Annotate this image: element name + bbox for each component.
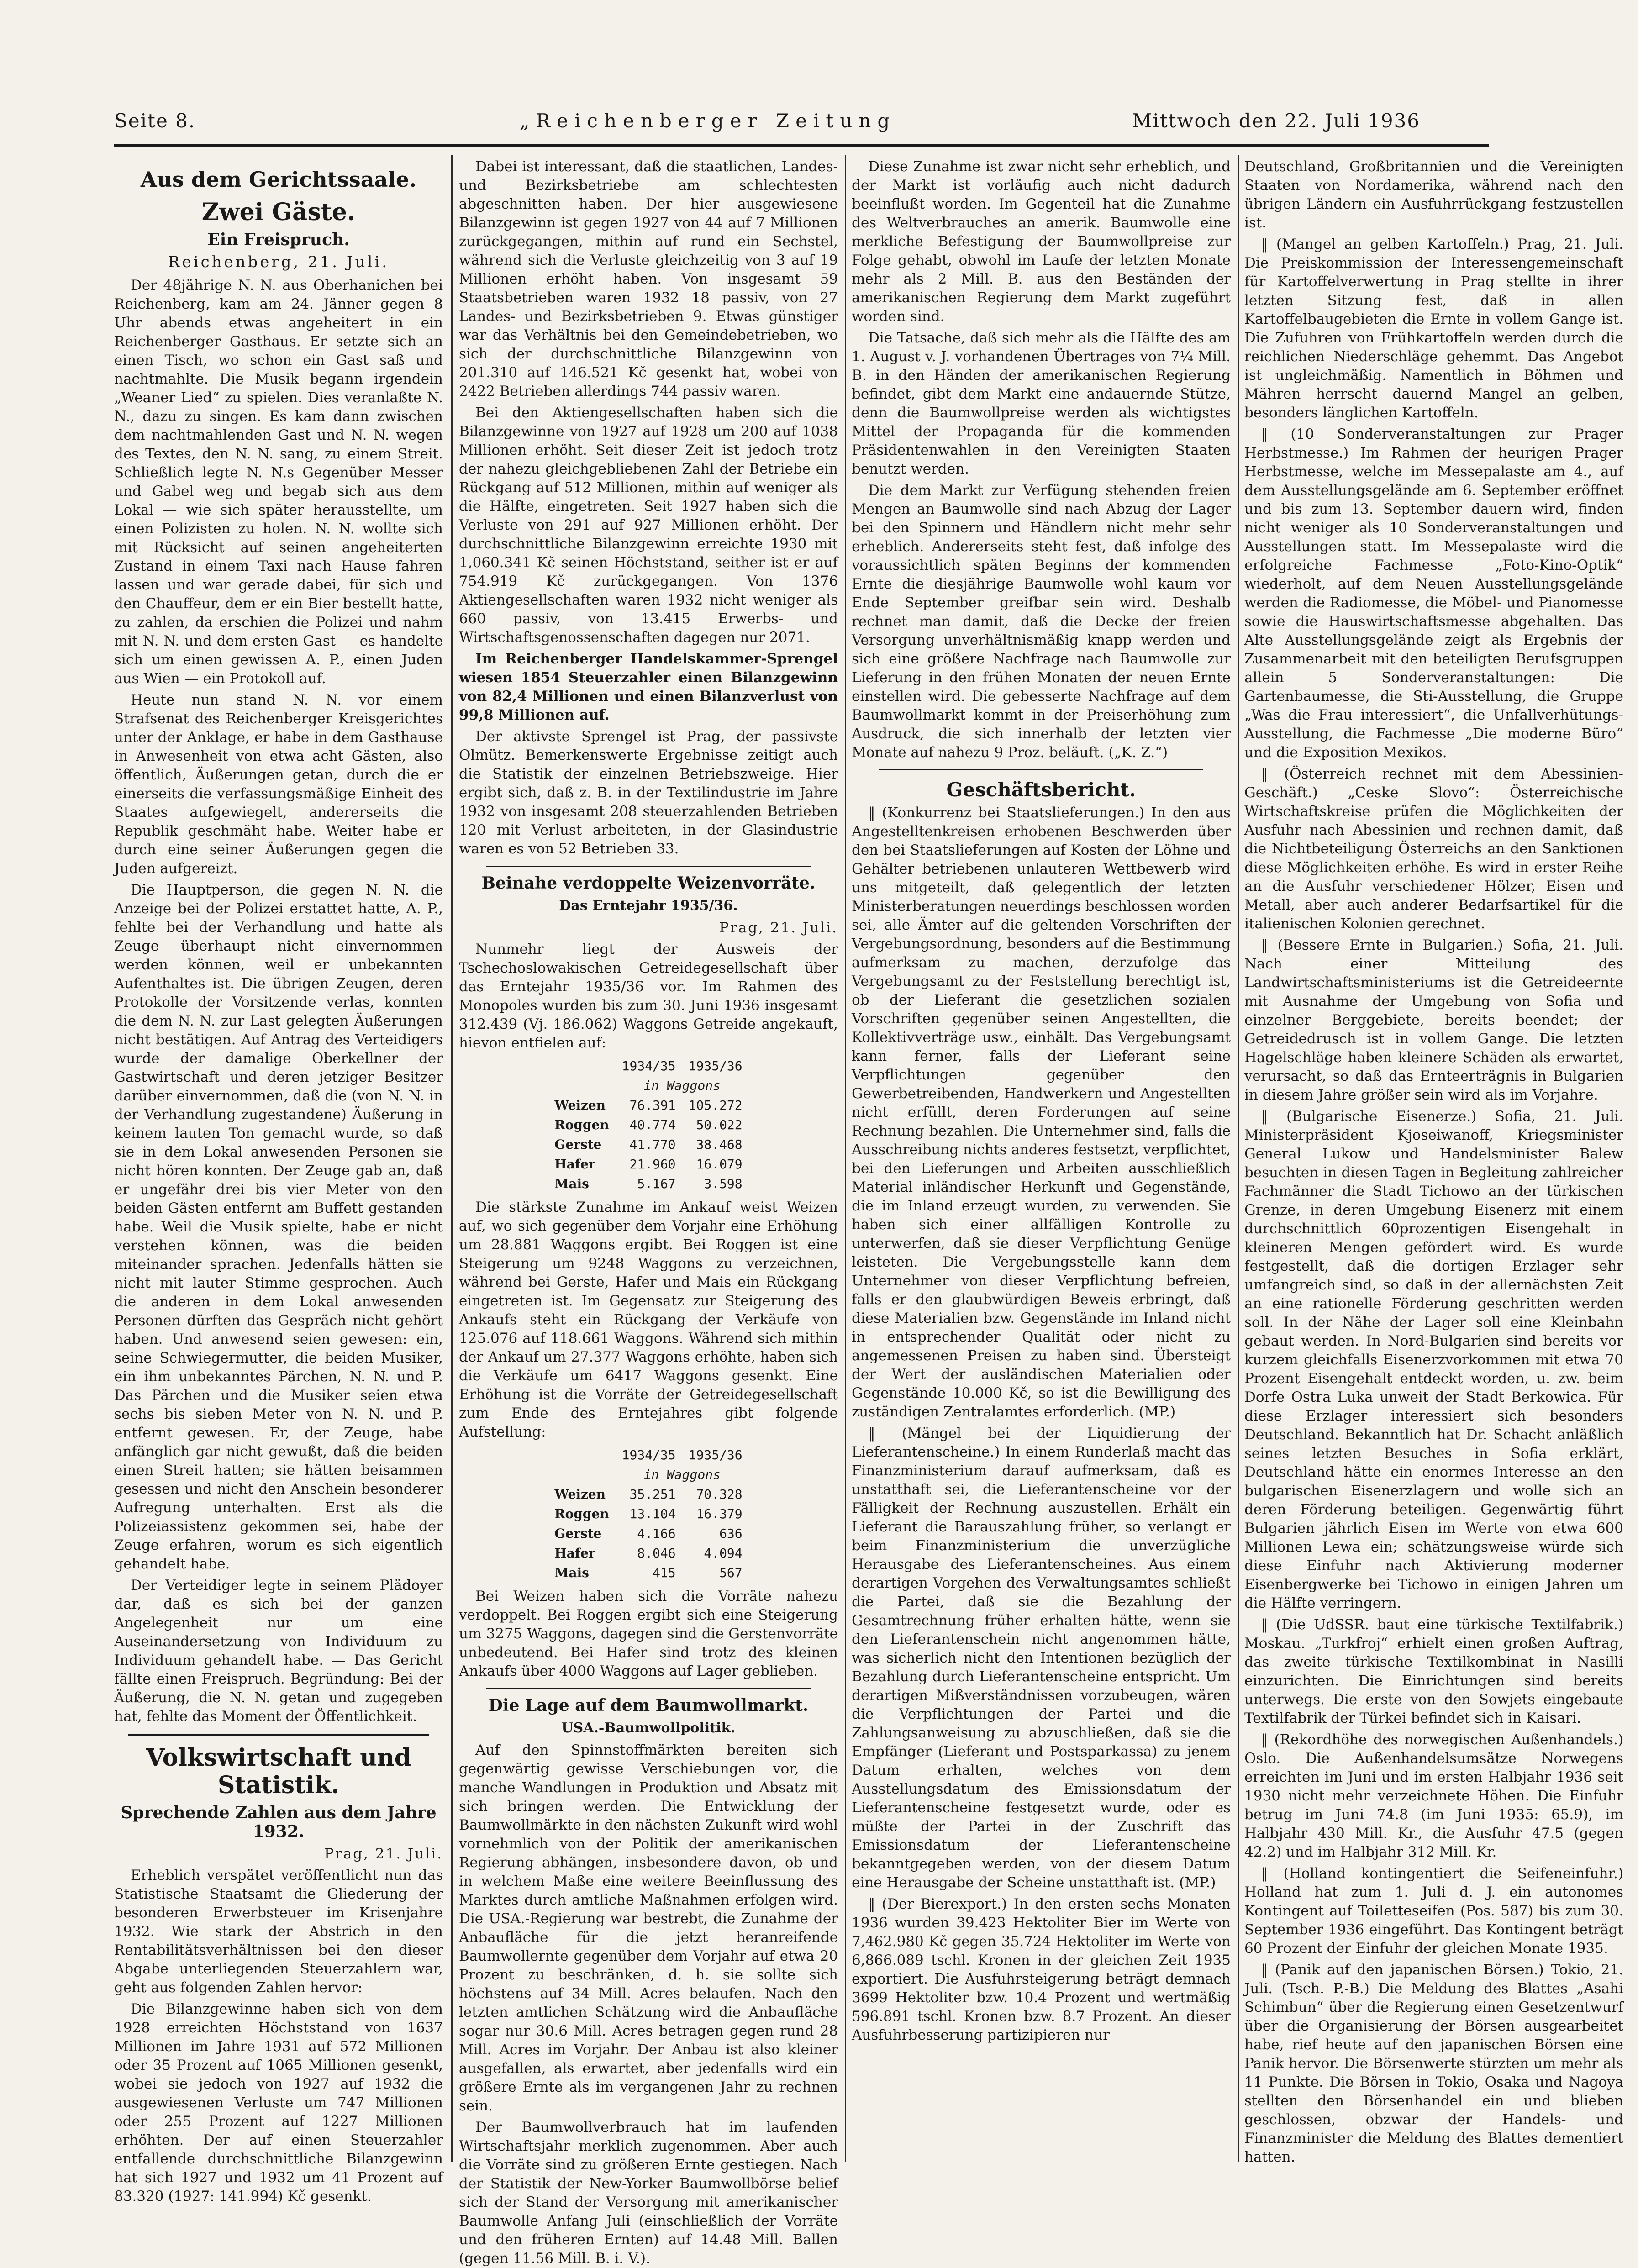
article-paragraph: Dabei ist interessant, daß die staatlichen, Landes- und Bezirksbetriebe am schlechtesten abgeschnitten haben. Der hier ausgewiesene Bilanzgewinn ist gegen 1927 von 44 auf 7 Millionen zurückgegangen, mithin auf rund ein Sechstel, während sich die Verluste gleichzeitig von 3 auf 19 Millionen erhöht haben. Von insgesamt 59 Staatsbetrieben waren 1932 18 passiv, von 27 Landes- und Bezirksbetrieben 9. Etwas günstiger war das Verhältnis bei den Gemeindebetrieben, wo sich der durchschnittliche Bilanzgewinn von 201.310 auf 146.521 Kč gesenkt hat, wobei von 2422 Betrieben allerdings 744 passiv waren.	[459, 158, 838, 400]
article-paragraph: Der Baumwollverbrauch hat im laufenden Wirtschaftsjahr merklich zugenommen. Aber auch die Vorräte sind zu größeren Ernte gestiegen. Nach der Statistik der New-Yorker Baumwollbörse belief sich der Stand der Versorgung mit amerikanischer Baumwolle Anfang Juli (einschließlich der Vorräte und den früheren Ernten) auf 14.48 Mill. Ballen (gegen 11.56 Mill. B. i. V.).	[459, 2119, 838, 2267]
masthead	[114, 110, 1420, 142]
column-4	[1244, 158, 1623, 2165]
article-paragraph: Die Tatsache, daß sich mehr als die Hälfte des am 1. August v. J. vorhandenen Übertrages von 7¼ Mill. B. in den Händen der amerikanischen Regierung befindet, gibt dem Markt eine andauernde Stütze, denn die Baumwollpreise werden als wichtigstes Mittel der Propaganda für die kommenden Präsidentenwahlen in den Vereinigten Staaten benutzt werden.	[852, 330, 1231, 477]
article-paragraph: Erheblich verspätet veröffentlicht nun das Statistische Staatsamt die Gliederung der besonderen Erwerbsteuer im Krisenjahre 1932. Wie stark der Abstrich in den Rentabilitätsverhältnissen bei den dieser Abgabe unterliegenden Steuerzahlern war, geht aus folgenden Zahlen hervor:	[114, 1867, 443, 1996]
table-unit: in Waggons	[643, 1078, 721, 1093]
column-divider	[1238, 155, 1239, 2162]
section-heading: Volkswirtschaft und Statistik.	[146, 1744, 411, 1799]
article-paragraph: Heute nun stand N. N. vor einem Strafsenat des Reichenberger Kreisgerichtes unter der Anklage, er habe in dem Gasthause in Anwesenheit von etwa acht Gästen, also öffentlich, Äußerungen getan, durch die er einerseits die verfassungsmäßige Einheit des Staates aufgewiegelt, andererseits die Republik geschmäht habe. Weiter habe er durch eine seiner Äußerungen gegen die Juden aufgereizt.	[114, 692, 443, 877]
article-paragraph: ‖ (Panik auf den japanischen Börsen.) Tokio, 21. Juli. (Tsch. P.-B.) Die Meldung des Blattes „Asahi Schimbun“ über die Regierung einen Gesetzentwurf über die Organisierung der Börsen ausgearbeitet habe, rief heute auf den japanischen Börsen eine Panik hervor. Die Börsenwerte stürzten um mehr als 11 Punkte. Die Börsen in Tokio, Osaka und Nagoya stellten den Börsenhandel ein und blieben geschlossen, obzwar der Handels- und Finanzminister die Meldung des Blattes dementiert hatten.	[1244, 1962, 1623, 2165]
table-row: Weizen 76.391 105.272	[554, 1098, 743, 1113]
table-row: Gerste 4.166 636	[554, 1526, 743, 1541]
column-divider	[451, 155, 453, 2162]
grain-purchase-table	[548, 1056, 748, 1194]
article-paragraph: Deutschland, Großbritannien und die Vereinigten Staaten von Nordamerika, während nach den übrigen Ländern ein Ausfuhrrückgang festzustellen ist.	[1244, 158, 1623, 231]
article-paragraph: Der aktivste Sprengel ist Prag, der passivste Olmütz. Bemerkenswerte Ergebnisse zeitigt auch die Statistik der einzelnen Betriebszweige. Hier ergibt sich, daß z. B. in der Textilindustrie im Jahre 1932 von insgesamt 208 steuerzahlenden Betrieben 120 mit Verlust arbeiteten, in der Glasindustrie waren es von 52 Betrieben 33.	[459, 728, 838, 857]
article-paragraph: Auf den Spinnstoffmärkten bereiten sich gegenwärtig gewisse Verschiebungen vor, die manche Wandlungen in Produktion und Absatz mit sich bringen werden. Die Entwicklung der Baumwollmärkte in den nächsten Zukunft wird wohl vornehmlich von der Politik der amerikanischen Regierung abhängen, insbesondere davon, ob und in welchem Maße eine weitere Beeinflussung des Marktes durch amtliche Maßnahmen erfolgen wird. Die USA.-Regierung war bestrebt, die Zunahme der Anbaufläche für die jetzt heranreifende Baumwollernte gegenüber dem Vorjahr auf etwa 20 Prozent zu beschränken, d. h. sie sollte sich höchstens auf 34 Mill. Acres belaufen. Nach den letzten amtlichen Schätzung wird die Anbaufläche sogar nur 30.6 Mill. Acres betragen gegen rund 28 Mill. Acres im Vorjahr. Der Anbau ist also kleiner ausgefallen, als erwartet, aber jedenfalls wird ein größere Ernte als im vergangenen Jahr zu rechnen sein.	[459, 1742, 838, 2114]
article-dateline: Prag, 21. Juli.	[324, 1846, 443, 1862]
article-paragraph: ‖ (10 Sonderveranstaltungen zur Prager Herbstmesse.) Im Rahmen der heurigen Prager Herbstmesse, welche im Messepalaste am 4., auf dem Ausstellungsgelände am 6. September eröffnet und bis zum 13. September dauern wird, finden nicht weniger als 10 Sonderveranstaltungen und Ausstellungen statt. Im Messepalaste wird die erfolgreiche Fachmesse „Foto-Kino-Optik“ wiederholt, auf dem Neuen Ausstellungsgelände werden die Radiomesse, die Möbel- und Pianomesse sowie die Hauswirtschaftsmesse abgehalten. Das Alte Ausstellungsgelände zeigt als Ergebnis der Zusammenarbeit mit den beteiligten Berufsgruppen allein 5 Sonderveranstaltungen: Die Gartenbaumesse, die Sti-Ausstellung, die Gruppe „Was die Frau interessiert“, die Unfallverhütungs-Ausstellung, die Fachmesse „Die moderne Büro“ und die Exposition Mexikos.	[1244, 426, 1623, 761]
article-paragraph: ‖ (Die UdSSR. baut eine türkische Textilfabrik.) Moskau. „Turkfroj“ erhielt einen großen Auftrag, das zweite türkische Textilkombinat in Nasilli einzurichten. Die Einrichtungen sind bereits unterwegs. Die erste von den Sowjets eingebaute Textilfabrik der Türkei befindet sich in Kaisari.	[1244, 1616, 1623, 1726]
table-row: Roggen 13.104 16.379	[554, 1506, 743, 1521]
article-paragraph: ‖ (Rekordhöhe des norwegischen Außenhandels.) Oslo. Die Außenhandelsumsätze Norwegens erreichten im Juni und im ersten Halbjahr 1936 seit 1930 nicht mehr verzeichnete Höhen. Die Einfuhr betrug im Juni 74.8 (im Juni 1935: 65.9), im Halbjahr 430 Mill. Kr., die Ausfuhr 47.5 (gegen 42.2) und im Halbjahr 312 Mill. Kr.	[1244, 1731, 1623, 1860]
newspaper-title: „Reichenberger Zeitung	[519, 110, 896, 132]
page-number: Seite 8.	[114, 110, 196, 132]
column-divider	[845, 155, 846, 2162]
article-title: Zwei Gäste.	[201, 198, 356, 226]
article-dateline: Reichenberg, 21. Juli.	[168, 253, 390, 271]
table-row: Weizen 35.251 70.328	[554, 1487, 743, 1502]
article-separator	[128, 1734, 429, 1736]
section-heading: Aus dem Gerichtssaale.	[140, 167, 417, 192]
article-paragraph: Die stärkste Zunahme im Ankauf weist Weizen auf, wo sich gegenüber dem Vorjahr eine Erhöhung um 28.881 Waggons ergibt. Bei Roggen ist eine Steigerung um 9248 Waggons zu verzeichnen, während bei Gerste, Hafer und Mais ein Rückgang eingetreten ist. Im Gegensatz zur Steigerung des Ankaufs steht ein Rückgang der Verkäufe von 125.076 auf 118.661 Waggons. Während sich mithin der Ankauf um 27.377 Waggons erhöhte, haben sich die Verkäufe um 6417 Waggons gesenkt. Eine Erhöhung ist die Vorräte der Getreidegesellschaft zum Ende des Erntejahres gibt folgende Aufstellung:	[459, 1199, 838, 1440]
table-header: 1935/36	[688, 1058, 743, 1073]
article-paragraph: ‖ (Bulgarische Eisenerze.) Sofia, 21. Juli. Ministerpräsident Kjoseiwanoff, Kriegsminister General Lukow und Handelsminister Balew besuchten in diesen Tagen in Begleitung zahlreicher Fachmänner die Stadt Tichowo an der türkischen Grenze, in deren Umgebung Eisenerz mit einem durchschnittlich 60prozentigen Eisengehalt in kleineren Mengen gefördert wird. Es wurde festgestellt, daß die dortigen Erzlager sehr umfangreich sind, so daß in der allernächsten Zeit an eine rationelle Förderung geschritten werden soll. In der Nähe der Lager soll eine Kleinbahn gebaut werden. In Nord-Bulgarien sind bereits vor kurzem gleichfalls Eisenerzvorkommen mit etwa 70 Prozent Eisengehalt entdeckt worden, u. zw. beim Dorfe Ostra Luka unweit der Stadt Berkowica. Für diese Erzlager interessiert sich besonders Deutschland. Bekanntlich hat Dr. Schacht anläßlich seines letzten Besuches in Sofia erklärt, Deutschland hätte ein enormes Interesse an den bulgarischen Eisenerzlagern und wolle sich an deren Förderung beteiligen. Gegenwärtig führt Bulgarien jährlich Eisen im Werte von etwa 600 Millionen Lewa ein; schätzungsweise würde sich diese Einfuhr nach Aktivierung moderner Eisenbergwerke bei Tichowo in einigen Jahren um die Hälfte verringern.	[1244, 1108, 1623, 1611]
table-unit: in Waggons	[643, 1467, 721, 1482]
article-separator	[486, 1688, 811, 1689]
issue-date: Mittwoch den 22. Juli 1936	[1132, 110, 1420, 132]
article-subtitle: Ein Freispruch.	[207, 230, 350, 249]
article-paragraph: Der 48jährige N. N. aus Oberhanichen bei Reichenberg, kam am 24. Jänner gegen 8 Uhr abends etwas angeheitert in ein Reichenberger Gasthaus. Er setzte sich an einen Tisch, wo schon ein Gast saß und nachtmahlte. Die Musik begann irgendein „Weaner Lied“ zu spielen. Dies veranlaßte N. N., dazu zu singen. Es kam dann zwischen dem nachtmahlenden Gast und N. N. wegen des Textes, den N. N. sang, zu einem Streit. Schließlich legte N. N.s Gegenüber Messer und Gabel weg und begab sich aus dem Lokal — wie sich später herausstellte, um einen Polizisten zu holen. N. N. wollte sich mit Rücksicht auf seinen angeheiterten Zustand in einem Taxi nach Hause fahren lassen und war gerade dabei, für sich und den Chauffeur, dem er ein Bier bestellt hatte, zu zahlen, da erschien die Polizei und nahm mit N. N. und dem ersten Gast — es handelte sich um einen gewissen A. P., einen Juden aus Wien — ein Protokoll auf.	[114, 277, 443, 687]
article-subtitle: Das Erntejahr 1935/36.	[559, 898, 738, 914]
table-header: 1935/36	[688, 1447, 743, 1463]
article-separator	[879, 769, 1203, 770]
column-3	[852, 158, 1231, 2157]
table-row: Roggen 40.774 50.022	[554, 1117, 743, 1132]
article-paragraph: Bei Weizen haben sich die Vorräte nahezu verdoppelt. Bei Roggen ergibt sich eine Steigerung um 3275 Waggons, dagegen sind die Gerstenvorräte unbedeutend. Bei Hafer sind trotz des kleinen Ankaufs über 4000 Waggons auf Lager geblieben.	[459, 1588, 838, 1679]
article-subtitle: USA.-Baumwollpolitik.	[561, 1720, 736, 1736]
article-paragraph: Diese Zunahme ist zwar nicht sehr erheblich, und der Markt ist vorläufig auch nicht dadurch beeinflußt worden. Im Gegenteil hat die Zunahme des Weltverbrauches an amerik. Baumwolle eine merkliche Befestigung der Baumwollpreise zur Folge gehabt, obwohl im Laufe der letzten Monate mehr als 2 Mill. B. aus den Beständen der amerikanischen Regierung dem Markt zugeführt worden sind.	[852, 158, 1231, 325]
article-paragraph: Im Reichenberger Handelskammer-Sprengel wiesen 1854 Steuerzahler einen Bilanzgewinn von 82,4 Millionen und einen Bilanzverlust von 99,8 Millionen auf.	[459, 651, 838, 723]
table-row: Hafer 8.046 4.094	[554, 1546, 743, 1561]
article-paragraph: Nunmehr liegt der Ausweis der Tschechoslowakischen Getreidegesellschaft über das Erntejahr 1935/36 vor. Im Rahmen des Monopoles wurden bis zum 30. Juni 1936 insgesamt 312.439 (Vj. 186.062) Waggons Getreide angekauft, hievon entfielen auf:	[459, 941, 838, 1051]
section-heading: Geschäftsbericht.	[946, 779, 1136, 801]
article-title: Beinahe verdoppelte Weizenvorräte.	[481, 874, 816, 893]
article-paragraph: ‖ (Der Bierexport.) In den ersten sechs Monaten 1936 wurden 39.423 Hektoliter Bier im Werte von 7,462.980 Kč gegen 35.724 Hektoliter im Werte von 6,866.089 tschl. Kronen in der gleichen Zeit 1935 exportiert. Die Ausfuhrsteigerung beträgt demnach 3699 Hektoliter bzw. 10.4 Prozent und wertmäßig 596.891 tschl. Kronen bzw. 8.7 Prozent. An dieser Ausfuhrbesserung partizipieren nur	[852, 1896, 1231, 2043]
article-paragraph: ‖ (Mängel bei der Liquidierung der Lieferantenscheine.) In einem Runderlaß macht das Finanzministerium darauf aufmerksam, daß es unstatthaft sei, die Lieferantenscheine vor der Fälligkeit der Rechnung auszustellen. Erhält ein Lieferant die Barauszahlung früher, so verlangt er beim Finanzministerium die unverzügliche Herausgabe des Lieferantenscheines. Aus einem derartigen Vorgehen des Verwaltungsamtes schließt die Partei, daß sie die Bezahlung der Gesamtrechnung früher erhalten hätte, wenn sie den Lieferantenschein nicht angenommen hätte, was sicherlich nicht den Intentionen bezüglich der Bezahlung durch Lieferantenscheine entspricht. Um derartigen Mißverständnissen vorzubeugen, wären die Verpflichtungen der Partei und die Zahlungsanweisung zu abzuschließen, daß sie die Empfänger (Lieferant und Postsparkassa) zu jenem Datum erhalten, welches von dem Ausstellungsdatum des Emissionsdatum der Lieferantenscheine festgesetzt wurde, oder es müßte der Partei in der Zuschrift das Emissionsdatum der Lieferantenscheine bekanntgegeben werden, von der diesem Datum eine Herausgabe der Scheine unstatthaft ist. (MP.)	[852, 1425, 1231, 1891]
table-row: Gerste 41.770 38.468	[554, 1137, 743, 1152]
table-row: Mais 5.167 3.598	[554, 1176, 743, 1191]
article-title: Sprechende Zahlen aus dem Jahre 1932.	[121, 1803, 437, 1841]
column-1	[114, 158, 443, 2205]
article-paragraph: Der Verteidiger legte in seinem Plädoyer dar, daß es sich bei der ganzen Angelegenheit nur um eine Auseinandersetzung von Individuum zu Individuum gehandelt habe. — Das Gericht fällte einen Freispruch. Begründung: Bei der Äußerung, die N. N. getan und zugegeben hat, fehlte das Moment der Öffentlichkeit.	[114, 1577, 443, 1725]
article-title: Die Lage auf dem Baumwollmarkt.	[488, 1696, 809, 1715]
table-header: 1934/35	[621, 1447, 676, 1463]
article-paragraph: Die Hauptperson, die gegen N. N. die Anzeige bei der Polizei erstattet hatte, A. P., fehlte bei der Verhandlung und hatte als Zeuge überhaupt nicht einvernommen werden können, weil er unbekannten Aufenthaltes ist. Die übrigen Zeugen, deren Protokolle der Vorsitzende verlas, konnten die dem N. N. zur Last gelegten Äußerungen nicht bestätigen. Auf Antrag des Verteidigers wurde der damalige Oberkellner der Gastwirtschaft und deren jetziger Besitzer darüber einvernommen, daß die (von N. N. in der Verhandlung zugestandene) Äußerung in keinem lauten Ton gemacht wurde, so daß sie in dem Lokal anwesenden Personen sie nicht hören konnten. Der Zeuge gab an, daß er ungefähr drei bis vier Meter von den beiden Gästen entfernt am Buffett gestanden habe. Weil die Musik spielte, habe er nicht verstehen können, was die beiden miteinander sprachen. Jedenfalls hätten sie nicht mit lauter Stimme gesprochen. Auch die anderen in dem Lokal anwesenden Personen dürften das Gespräch nicht gehört haben. Und anwesend seien gewesen: ein, seine Schwiegermutter, die beiden Musiker, ein ihm unbekanntes Pärchen, N. N. und P. Das Pärchen und die Musiker seien etwa sechs bis sieben Meter von N. N. und P. entfernt gewesen. Er, der Zeuge, habe anfänglich gar nicht gewußt, daß die beiden einen Streit hatten; sie hätten beisammen gesessen und nicht den Anschein besonderer Aufregung unterhalten. Erst als die Polizeiassistenz gekommen sei, habe der Zeuge erfahren, worum es sich eigentlich gehandelt habe.	[114, 882, 443, 1572]
table-row: Mais 415 567	[554, 1565, 743, 1580]
article-paragraph: ‖ (Bessere Ernte in Bulgarien.) Sofia, 21. Juli. Nach einer Mitteilung des Landwirtschaftsministeriums ist die Getreideernte mit Ausnahme der Umgebung von Sofia und einzelner Berggebiete, bereits beendet; der Getreidedrusch ist in vollem Gange. Die letzten Hagelschläge haben kleinere Schäden als erwartet, verursacht, so daß das Ernteerträgnis in Bulgarien in diesem Jahre größer sein wird als im Vorjahre.	[1244, 937, 1623, 1103]
article-paragraph: Bei den Aktiengesellschaften haben sich die Bilanzgewinne von 1927 auf 1928 um 200 auf 1038 Millionen erhöht. Seit dieser Zeit ist jedoch trotz der nahezu gleichgebliebenen Zahl der Betriebe ein Rückgang auf 512 Millionen, mithin auf weniger als die Hälfte, eingetreten. Seit 1927 haben sich die Verluste von 291 auf 927 Millionen erhöht. Der durchschnittliche Bilanzgewinn erreichte 1930 mit 1,060.341 Kč seinen Höchststand, seither ist er auf 754.919 Kč zurückgegangen. Von 1376 Aktiengesellschaften waren 1932 nicht weniger als 660 passiv, von 13.415 Erwerbs- und Wirtschaftsgenossenschaften dagegen nur 2071.	[459, 405, 838, 646]
article-paragraph: ‖ (Konkurrenz bei Staatslieferungen.) In den aus Angestelltenkreisen erhobenen Beschwerden über den bei Staatslieferungen auf Kosten der Löhne und Gehälter betriebenen unlauteren Wettbewerb wird uns mitgeteilt, daß gelegentlich der letzten Ministerberatungen neuerdings beschlossen worden sei, alle Ämter auf die geltenden Vorschriften der Vergebungsordnung, besonders auf die Bestimmung aufmerksam zu machen, derzufolge das Vergebungsamt zu der Feststellung berechtigt ist, ob der Lieferant die gesetzlichen sozialen Vorschriften gegenüber seinen Angestellten, die Kollektivverträge usw., einhält. Das Vergebungsamt kann ferner, falls der Lieferant seine Verpflichtungen gegenüber den Gewerbetreibenden, Handwerkern und Angestellten nicht erfüllt, deren Forderungen auf seine Rechnung bezahlen. Die Unternehmer sind, falls die Ausschreibung nichts anderes festsetzt, verpflichtet, bei den Lieferungen und Arbeiten ausschließlich Material inländischer Herkunft und Gegenstände, die im Inland erzeugt wurden, zu verwenden. Sie haben sich einer allfälligen Kontrolle zu unterwerfen, daß sie dieser Verpflichtung Genüge leisteten. Die Vergebungsstelle kann dem Unternehmer von dieser Verpflichtung befreien, falls er den glaubwürdigen Beweis erbringt, daß diese Materialien bzw. Gegenstände im Inland nicht in entsprechender Qualität oder nicht zu angemessenen Preisen zu haben sind. Übersteigt der Wert der ausländischen Materialien oder Gegenstände 10.000 Kč, so ist die Bewilligung des zuständigen Zentralamtes erforderlich. (MP.)	[852, 805, 1231, 1420]
table-row: Hafer 21.960 16.079	[554, 1157, 743, 1172]
grain-stock-table	[548, 1445, 748, 1583]
article-dateline: Prag, 21. Juli.	[719, 920, 838, 936]
article-paragraph: ‖ (Holland kontingentiert die Seifeneinfuhr.) Holland hat zum 1. Juli d. J. ein autonomes Kontingent auf Toiletteseifen (Pos. 587) bis zum 30. September 1936 eingeführt. Das Kontingent beträgt 60 Prozent der Einfuhr der gleichen Monate 1935.	[1244, 1865, 1623, 1957]
article-paragraph: Die Bilanzgewinne haben sich von dem 1928 erreichten Höchststand von 1637 Millionen im Jahre 1931 auf 572 Millionen oder 35 Prozent auf 1065 Millionen gesenkt, wobei sie jedoch von 1927 auf 1932 die ausgewiesenen Verluste um 747 Millionen oder 255 Prozent auf 1227 Millionen erhöhten. Der auf einen Steuerzahler entfallende durchschnittliche Bilanzgewinn hat sich 1927 und 1932 um 41 Prozent auf 83.320 (1927: 141.994) Kč gesenkt.	[114, 2001, 443, 2205]
article-separator	[486, 866, 811, 867]
column-2	[459, 158, 838, 2267]
masthead-rule	[114, 144, 1489, 147]
article-paragraph: Die dem Markt zur Verfügung stehenden freien Mengen an Baumwolle sind nach Abzug der Lager bei den Spinnern und Händlern nicht mehr sehr erheblich. Andererseits steht fest, daß infolge des voraussichtlich späten Beginns der kommenden Ernte die diesjährige Baumwolle wohl kaum vor Ende September greifbar sein wird. Deshalb rechnet man damit, daß die Decke der freien Versorgung unverhältnismäßig knapp werden und sich eine größere Nachfrage nach Baumwolle zur Lieferung in den frühen Monaten der neuen Ernte einstellen wird. Die gebesserte Nachfrage auf dem Baumwollmarkt kommt in der Preiserhöhung zum Ausdruck, die sich innerhalb der letzten vier Monate auf nahezu 9 Proz. beläuft. („K. Z.“)	[852, 482, 1231, 761]
article-paragraph: ‖ (Österreich rechnet mit dem Abessinien-Geschäft.) „Ceske Slovo“: Österreichische Wirtschaftskreise prüfen die Möglichkeiten der Ausfuhr nach Abessinien und rechnen damit, daß die Nichtbeteiligung Österreichs an den Sanktionen diese Möglichkeiten erhöhe. Es wird in erster Reihe an die Ausfuhr verschiedener Hölzer, Eisen und Metall, aber auch anderer Bedarfsartikel für die italienischen Kolonien gerechnet.	[1244, 766, 1623, 932]
table-header: 1934/35	[621, 1058, 676, 1073]
article-paragraph: ‖ (Mangel an gelben Kartoffeln.) Prag, 21. Juli. Die Preiskommission der Interessengemeinschaft für Kartoffelverwertung in Prag stellte in ihrer letzten Sitzung fest, daß in allen Kartoffelbaugebieten die Ernte in vollem Gange ist. Die Zufuhren von Frühkartoffeln werden durch die reichlichen Niederschläge gehemmt. Das Angebot ist ungleichmäßig. Namentlich in Böhmen und Mähren herrscht dauernd Mangel an gelben, besonders länglichen Kartoffeln.	[1244, 236, 1623, 421]
